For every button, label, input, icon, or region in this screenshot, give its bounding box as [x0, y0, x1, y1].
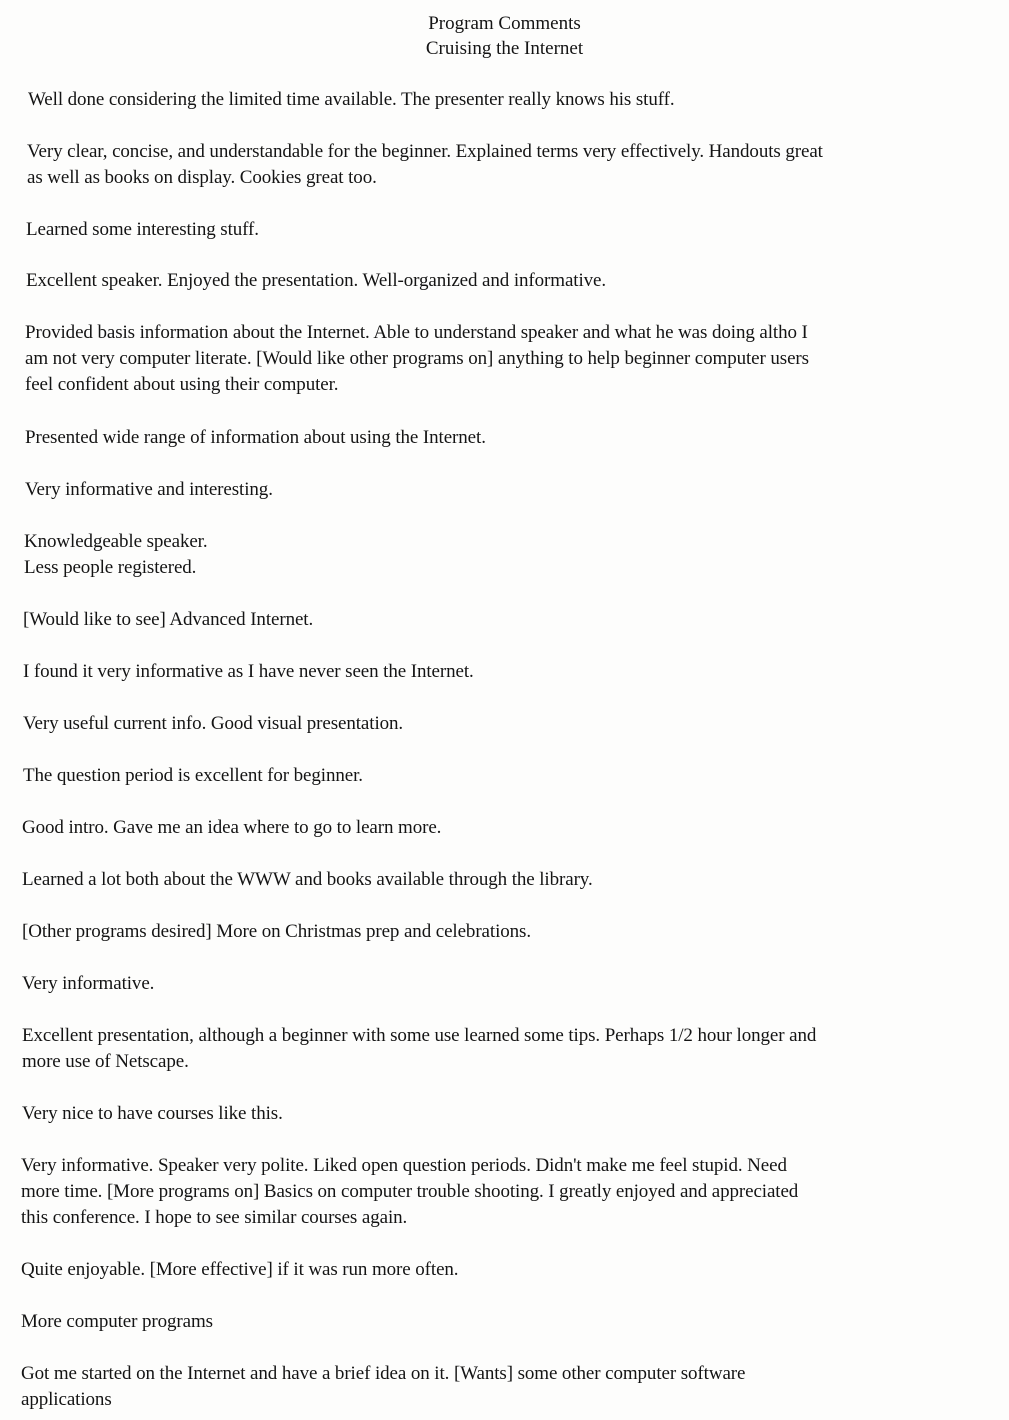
comment-14: Learned a lot both about the WWW and books available through the library. [22, 869, 593, 890]
comment-19: Very informative. Speaker very polite. Liked open question periods. Didn't make me feel stupid. Need more time. [More programs on] Basics on computer trouble shooting. I greatly enjoyed and appreciated this conference. I hope to see similar courses again. [21, 1155, 799, 1228]
document-subtitle: Cruising the Internet [425, 38, 584, 59]
document-title: Program Comments [428, 13, 581, 34]
document-header [0, 11, 1009, 61]
comment-4: Excellent speaker. Enjoyed the presentation. Well-organized and informative. [26, 270, 607, 291]
comment-13: Good intro. Gave me an idea where to go to learn more. [22, 817, 442, 838]
comment-22: Got me started on the Internet and have a brief idea on it. [Wants] some other computer software applications [21, 1363, 746, 1410]
comment-17: Excellent presentation, although a beginner with some use learned some tips. Perhaps 1/2 hour longer and more use of Netscape. [22, 1025, 817, 1072]
comment-18: Very nice to have courses like this. [22, 1103, 283, 1124]
comment-5: Provided basis information about the Internet. Able to understand speaker and what he was doing altho I am not very computer literate. [Would like other programs on] anything to help beginner computer users feel confident about using their computer. [25, 322, 809, 395]
comment-21: More computer programs [21, 1311, 213, 1332]
comment-11: Very useful current info. Good visual presentation. [23, 713, 404, 734]
comment-3: Learned some interesting stuff. [26, 219, 259, 240]
comment-10: I found it very informative as I have never seen the Internet. [23, 661, 474, 682]
comment-1: Well done considering the limited time available. The presenter really knows his stuff. [28, 89, 675, 110]
comment-8: Knowledgeable speaker. Less people registered. [24, 531, 208, 578]
comment-16: Very informative. [22, 973, 155, 994]
comment-15: [Other programs desired] More on Christmas prep and celebrations. [22, 921, 531, 942]
comment-2: Very clear, concise, and understandable for the beginner. Explained terms very effectively. Handouts great as well as books on display. Cookies great too. [27, 141, 823, 188]
comment-7: Very informative and interesting. [25, 479, 273, 500]
comment-20: Quite enjoyable. [More effective] if it was run more often. [21, 1259, 459, 1280]
comment-12: The question period is excellent for beginner. [23, 765, 363, 786]
comment-9: [Would like to see] Advanced Internet. [23, 609, 314, 630]
comment-6: Presented wide range of information about using the Internet. [25, 427, 486, 448]
